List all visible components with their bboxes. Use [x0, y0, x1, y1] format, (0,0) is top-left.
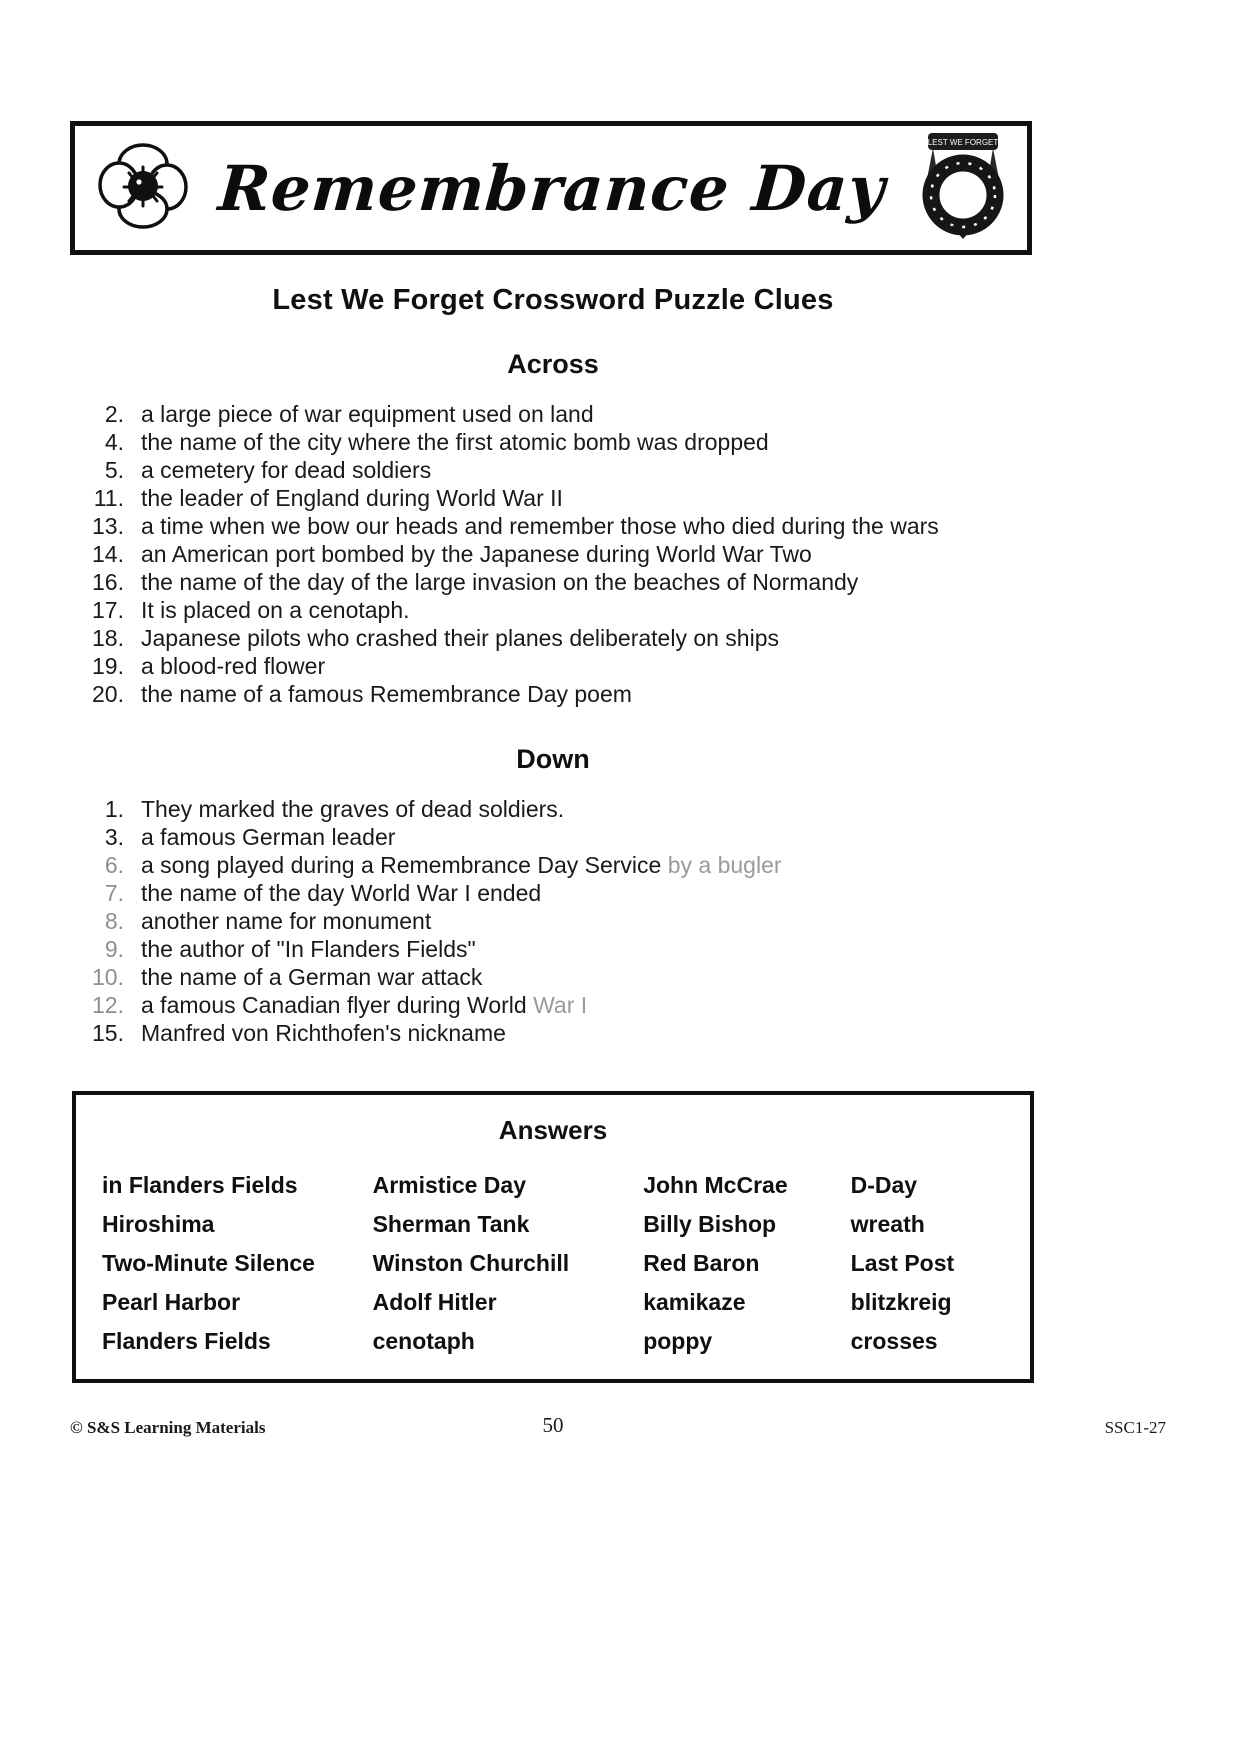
answer-item: Adolf Hitler — [372, 1289, 497, 1315]
clue-number: 14. — [92, 541, 124, 567]
clue-text: the leader of England during World War II — [141, 485, 563, 511]
clue-number: 8. — [104, 908, 124, 934]
answer-item: poppy — [643, 1328, 713, 1354]
clue-text: an American port bombed by the Japanese during World War Two — [141, 541, 812, 567]
answer-item: Winston Churchill — [372, 1250, 570, 1276]
clue-number: 20. — [92, 681, 124, 707]
answer-item: crosses — [850, 1328, 938, 1354]
across-heading: Across — [507, 349, 599, 379]
clue-item — [72, 963, 1034, 991]
clue-number: 7. — [104, 880, 124, 906]
clue-number: 2. — [104, 401, 124, 427]
clue-number: 19. — [92, 653, 124, 679]
wreath-icon — [913, 130, 1013, 247]
clue-item — [72, 652, 1034, 680]
footer-copyright: © S&S Learning Materials — [70, 1418, 266, 1437]
answer-item: Billy Bishop — [643, 1211, 777, 1237]
clue-item — [72, 823, 1034, 851]
answer-item: Hiroshima — [102, 1211, 215, 1237]
answer-item: Red Baron — [643, 1250, 760, 1276]
clue-text: the author of "In Flanders Fields" — [141, 936, 476, 962]
clue-item — [72, 540, 1034, 568]
answer-item: D-Day — [850, 1172, 918, 1198]
answer-item: Pearl Harbor — [102, 1289, 241, 1315]
answer-item: kamikaze — [643, 1289, 746, 1315]
clue-text: It is placed on a cenotaph. — [141, 597, 410, 623]
clue-text: a blood-red flower — [141, 653, 326, 679]
clue-number: 17. — [92, 597, 124, 623]
clue-text: the name of the city where the first atomic bomb was dropped — [141, 429, 769, 455]
clue-item — [72, 1019, 1034, 1047]
down-heading: Down — [516, 744, 590, 774]
clue-text: a famous Canadian flyer during World War I — [141, 992, 588, 1018]
header-banner — [70, 121, 1032, 255]
clue-item — [72, 596, 1034, 624]
clue-number: 18. — [92, 625, 124, 651]
clue-number: 9. — [104, 936, 124, 962]
down-clues-list — [72, 795, 1034, 1047]
svg-text:LEST WE FORGET: LEST WE FORGET — [927, 137, 999, 147]
answer-item: blitzkreig — [850, 1289, 952, 1315]
answer-item: wreath — [850, 1211, 925, 1237]
page-title: Lest We Forget Crossword Puzzle Clues — [272, 284, 834, 316]
clue-number: 12. — [92, 992, 124, 1018]
clue-text: a song played during a Remembrance Day Service by a bugler — [141, 852, 782, 878]
clue-text: a cemetery for dead soldiers — [141, 457, 432, 483]
clue-item — [72, 624, 1034, 652]
answer-item: Two-Minute Silence — [102, 1250, 315, 1276]
banner-title: Remembrance Day — [216, 151, 888, 225]
clue-item — [72, 935, 1034, 963]
clue-number: 13. — [92, 513, 124, 539]
clue-item — [72, 907, 1034, 935]
across-clues-list — [72, 400, 1034, 708]
clue-number: 5. — [104, 457, 124, 483]
clue-item — [72, 991, 1034, 1019]
clue-number: 4. — [104, 429, 124, 455]
clue-item — [72, 795, 1034, 823]
clue-item — [72, 428, 1034, 456]
clue-text: the name of a German war attack — [141, 964, 483, 990]
answers-heading: Answers — [498, 1115, 608, 1145]
clue-text: another name for monument — [141, 908, 432, 934]
clue-item — [72, 879, 1034, 907]
footer-code: SSC1-27 — [1104, 1418, 1166, 1437]
answer-item: in Flanders Fields — [102, 1172, 298, 1198]
clue-item — [72, 484, 1034, 512]
answer-item: cenotaph — [372, 1328, 475, 1354]
clue-item — [72, 400, 1034, 428]
answer-item: Sherman Tank — [372, 1211, 530, 1237]
footer-page-number: 50 — [542, 1413, 564, 1437]
answer-item: John McCrae — [643, 1172, 788, 1198]
clue-number: 10. — [92, 964, 124, 990]
clue-number: 16. — [92, 569, 124, 595]
answer-item: Flanders Fields — [102, 1328, 271, 1354]
answers-box — [72, 1091, 1034, 1383]
poppy-icon — [95, 140, 191, 237]
answers-grid — [102, 1172, 1004, 1355]
clue-text: They marked the graves of dead soldiers. — [141, 796, 565, 822]
clue-number: 3. — [104, 824, 124, 850]
clue-item — [72, 680, 1034, 708]
worksheet-body — [72, 284, 1034, 1383]
clue-text: a large piece of war equipment used on land — [141, 401, 594, 427]
clue-item — [72, 456, 1034, 484]
clue-number: 15. — [92, 1020, 124, 1046]
clue-text: Manfred von Richthofen's nickname — [141, 1020, 506, 1046]
clue-number: 6. — [104, 852, 124, 878]
clue-text: a famous German leader — [141, 824, 396, 850]
clue-item — [72, 851, 1034, 879]
clue-text: a time when we bow our heads and remember those who died during the wars — [141, 513, 939, 539]
clue-item — [72, 512, 1034, 540]
clue-text: the name of the day World War I ended — [141, 880, 542, 906]
clue-item — [72, 568, 1034, 596]
answer-item: Armistice Day — [372, 1172, 527, 1198]
clue-text: Japanese pilots who crashed their planes deliberately on ships — [141, 625, 780, 651]
clue-text: the name of the day of the large invasion on the beaches of Normandy — [141, 569, 859, 595]
clue-text: the name of a famous Remembrance Day poem — [141, 681, 632, 707]
answer-item: Last Post — [850, 1250, 955, 1276]
clue-number: 11. — [93, 485, 124, 511]
clue-number: 1. — [104, 796, 124, 822]
